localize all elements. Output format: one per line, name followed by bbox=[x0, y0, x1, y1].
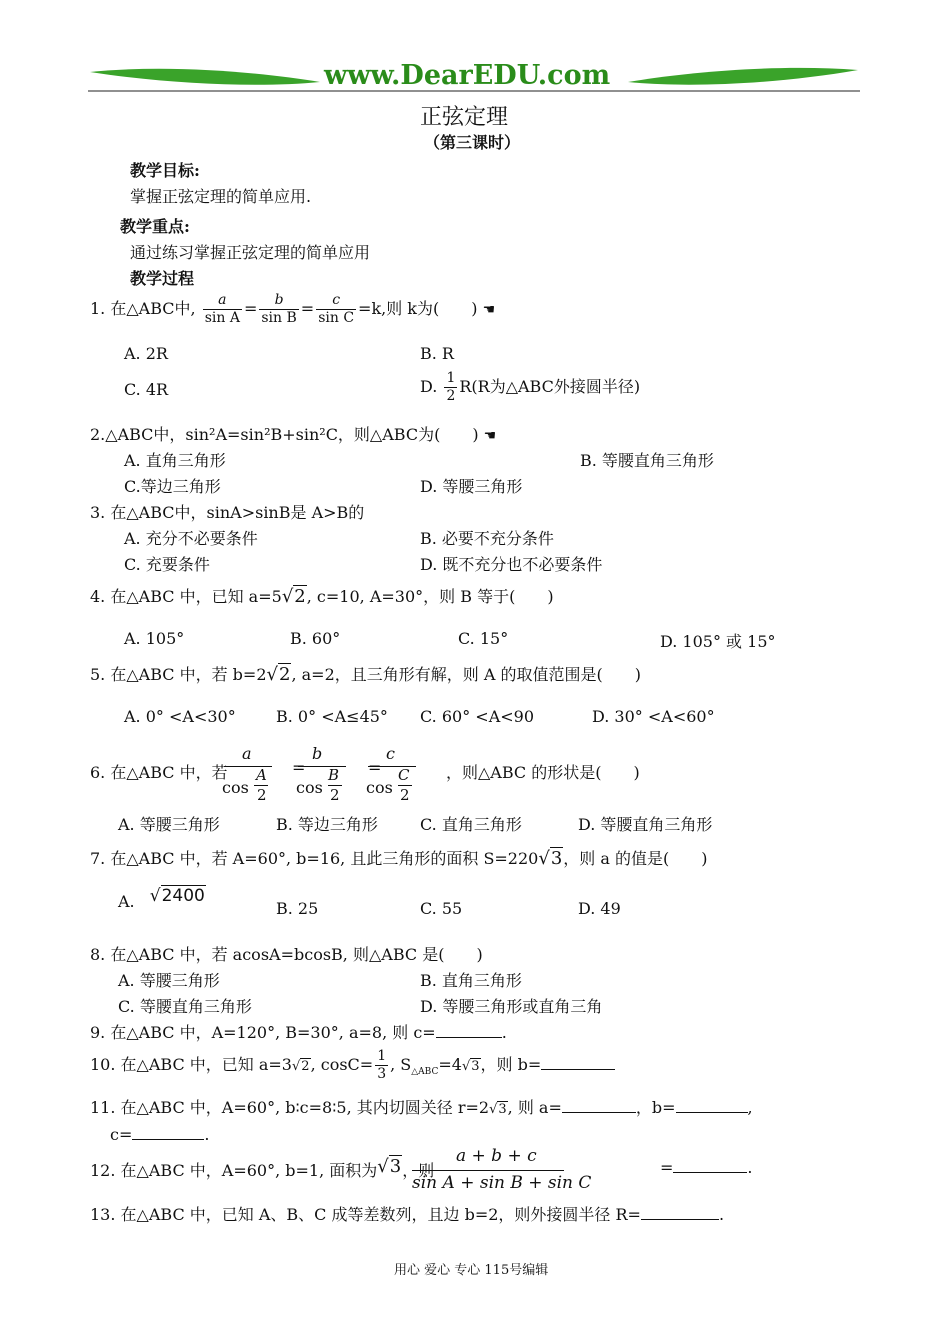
q7-option-d: D. 49 bbox=[578, 899, 621, 918]
q1-suffix: =k,则 k为( ) bbox=[358, 299, 478, 318]
q13-stem: 13. 在△ABC 中，已知 A、B、C 成等差数列，且边 b=2，则外接圆半径 R= bbox=[90, 1205, 641, 1224]
page-subtitle: （第三课时） bbox=[424, 133, 521, 152]
q6-suffix: ，则△ABC 的形状是( ) bbox=[446, 763, 640, 782]
sqrt-symbol: √3 bbox=[461, 1059, 480, 1074]
q7-suffix: ，则 a 的值是( ) bbox=[563, 849, 708, 868]
q6-frac-3-num: c bbox=[386, 744, 395, 763]
q10-area-sub: △ABC bbox=[411, 1067, 439, 1078]
q10-cos-text: , cosC= bbox=[310, 1055, 374, 1074]
q12-answer bbox=[660, 1158, 753, 1177]
q12-equals: = bbox=[660, 1158, 674, 1177]
q3-stem: 3. 在△ABC中，sinA>sinB是 A>B的 bbox=[90, 503, 365, 522]
page-footer: 用心 爱心 专心 115号编辑 bbox=[394, 1263, 549, 1278]
q4-option-a: A. 105° bbox=[124, 629, 185, 648]
keypoint-heading: 教学重点: bbox=[120, 217, 190, 236]
q7-option-b: B. 25 bbox=[276, 899, 319, 918]
q3-option-d: D. 既不充分也不必要条件 bbox=[420, 555, 603, 574]
q11-c-label: c= bbox=[110, 1125, 133, 1144]
question-2 bbox=[90, 422, 496, 445]
q11-comma: , bbox=[747, 1098, 753, 1117]
q5-option-b: B. 0° <A≤45° bbox=[276, 707, 388, 726]
q7-option-a-radicand: 2400 bbox=[161, 886, 205, 906]
q10-prefix: 10. 在△ABC 中，已知 a=3 bbox=[90, 1055, 292, 1074]
fraction-bar bbox=[412, 1170, 564, 1171]
q11-b-label: ，b= bbox=[635, 1098, 676, 1117]
q6-frac-3-cos: cos bbox=[366, 778, 393, 797]
answer-blank bbox=[641, 1205, 719, 1220]
q1-frac-c bbox=[316, 292, 356, 327]
q11-end: . bbox=[204, 1125, 210, 1144]
q6-frac-2-cos: cos bbox=[296, 778, 323, 797]
q9-end: . bbox=[501, 1023, 507, 1042]
q6-frac-3 bbox=[366, 744, 418, 806]
q1-frac-b bbox=[259, 292, 298, 327]
q12-radicand: 3 bbox=[389, 1156, 402, 1177]
header-logo-banner bbox=[88, 58, 860, 98]
q11-radicand: 3 bbox=[498, 1102, 507, 1117]
q12-frac-num: a + b + c bbox=[456, 1146, 537, 1166]
q1-frac-b-num: b bbox=[259, 292, 298, 310]
q4-option-d: D. 105° 或 15° bbox=[660, 632, 776, 651]
q1-frac-a-den: sin A bbox=[204, 310, 240, 326]
q4-suffix: , c=10, A=30°，则 B 等于( ) bbox=[306, 587, 554, 606]
q5-suffix: , a=2，且三角形有解，则 A 的取值范围是( ) bbox=[291, 665, 641, 684]
question-13 bbox=[90, 1202, 724, 1225]
q7-option-a bbox=[118, 886, 206, 912]
answer-blank bbox=[676, 1098, 748, 1113]
q11-a-label: , 则 a= bbox=[507, 1098, 562, 1117]
q12-fraction bbox=[410, 1146, 592, 1196]
q6-option-b: B. 等边三角形 bbox=[276, 815, 378, 834]
question-12 bbox=[90, 1158, 434, 1181]
q12-then: ，则 bbox=[402, 1161, 435, 1180]
q1-option-d-num: 1 bbox=[446, 370, 456, 386]
q12-frac-den: sin A + sin B + sin C bbox=[412, 1173, 592, 1193]
q6-frac-2-half-num: B bbox=[328, 766, 340, 784]
q6-frac-1 bbox=[222, 744, 274, 806]
q6-frac-1-cos: cos bbox=[222, 778, 249, 797]
q4-prefix: 4. 在△ABC 中，已知 a=5 bbox=[90, 587, 282, 606]
q1-frac-a bbox=[203, 292, 242, 327]
q2-stem: 2.△ABC中，sin²A=sin²B+sin²C，则△ABC为( ) bbox=[90, 425, 479, 444]
q8-option-a: A. 等腰三角形 bbox=[118, 971, 220, 990]
q10-area-eq: =4 bbox=[438, 1055, 462, 1074]
q10-radicand-1: 2 bbox=[301, 1059, 310, 1074]
q6-option-a: A. 等腰三角形 bbox=[118, 815, 220, 834]
q1-option-c: C. 4R bbox=[124, 380, 169, 399]
q7-prefix: 7. 在△ABC 中，若 A=60°, b=16, 且此三角形的面积 S=220 bbox=[90, 849, 539, 868]
question-1: 1. 在△ABC中, $\frac{a}{\text{sin A}}$ = $\frac{b}{\text{sin B}}$ = $\frac{c}{\text{sin C}}$ =k,则 k为( ) ☚ bbox=[90, 292, 496, 326]
q2-option-a: A. 直角三角形 bbox=[124, 451, 226, 470]
q7-radicand: 3 bbox=[550, 848, 563, 869]
question-4 bbox=[90, 584, 554, 607]
q1-option-d-frac bbox=[444, 370, 457, 405]
q1-prefix: 1. 在△ABC中, bbox=[90, 299, 196, 318]
q3-option-c: C. 充要条件 bbox=[124, 555, 210, 574]
q6-frac-2-num: b bbox=[312, 744, 323, 763]
q6-equals-1: = bbox=[292, 758, 306, 777]
q2-option-b: B. 等腰直角三角形 bbox=[580, 451, 714, 470]
q8-option-d: D. 等腰三角形或直角三角 bbox=[420, 997, 603, 1016]
q1-option-d-label: D. bbox=[420, 377, 438, 396]
q8-option-c: C. 等腰直角三角形 bbox=[118, 997, 252, 1016]
answer-blank bbox=[132, 1125, 204, 1140]
sqrt-symbol: √3 bbox=[538, 848, 563, 869]
q6-equals-2: = bbox=[368, 758, 382, 777]
sqrt-symbol: √3 bbox=[377, 1156, 402, 1177]
q6-frac-3-half-num: C bbox=[398, 766, 410, 784]
q6-frac-2 bbox=[296, 744, 348, 806]
answer-blank bbox=[541, 1055, 615, 1070]
q6-frac-3-half-den: 2 bbox=[400, 786, 410, 804]
q2-option-d: D. 等腰三角形 bbox=[420, 477, 523, 496]
q10-frac bbox=[375, 1048, 388, 1083]
sqrt-symbol: √2 bbox=[292, 1059, 310, 1074]
q10-area-text: , S bbox=[390, 1055, 412, 1074]
q2-option-c: C.等边三角形 bbox=[124, 477, 221, 496]
question-7 bbox=[90, 846, 708, 869]
q6-prefix: 6. 在△ABC 中，若 bbox=[90, 763, 228, 782]
q4-option-c: C. 15° bbox=[458, 629, 509, 648]
q5-option-d: D. 30° <A<60° bbox=[592, 707, 715, 726]
question-11 bbox=[90, 1095, 753, 1118]
page-title: 正弦定理 bbox=[420, 105, 509, 130]
q6-frac-2-half-den: 2 bbox=[330, 786, 340, 804]
q5-option-a: A. 0° <A<30° bbox=[124, 707, 236, 726]
q1-option-a: A. 2R bbox=[124, 344, 168, 363]
pointer-hand-icon: ☚ bbox=[482, 302, 496, 318]
q10-suffix: ，则 b= bbox=[480, 1055, 542, 1074]
q7-option-c: C. 55 bbox=[420, 899, 463, 918]
sqrt-symbol: √2400 bbox=[149, 886, 205, 906]
question-11-line-2 bbox=[110, 1125, 209, 1144]
objectives-text: 掌握正弦定理的简单应用. bbox=[130, 187, 312, 206]
pointer-hand-icon: ☚ bbox=[483, 428, 497, 444]
q5-option-c: C. 60° <A<90 bbox=[420, 707, 535, 726]
q1-option-d-den: 2 bbox=[446, 388, 456, 404]
q10-frac-num: 1 bbox=[377, 1048, 387, 1064]
sqrt-symbol: √2 bbox=[281, 586, 306, 607]
logo-text: www.DearEDU.com bbox=[324, 60, 611, 91]
q1-frac-c-den: sin C bbox=[318, 310, 355, 326]
keypoint-text: 通过练习掌握正弦定理的简单应用 bbox=[130, 243, 371, 262]
q6-frac-1-half-num: A bbox=[256, 766, 267, 784]
q12-prefix: 12. 在△ABC 中，A=60°, b=1, 面积为 bbox=[90, 1161, 378, 1180]
q5-prefix: 5. 在△ABC 中，若 b=2 bbox=[90, 665, 267, 684]
question-9 bbox=[90, 1020, 507, 1043]
sqrt-symbol: √3 bbox=[489, 1102, 507, 1117]
q6-frac-1-num: a bbox=[242, 744, 252, 763]
q6-frac-1-half-den: 2 bbox=[257, 786, 267, 804]
question-10 bbox=[90, 1048, 615, 1083]
q1-option-b: B. R bbox=[420, 344, 454, 363]
q10-radicand-2: 3 bbox=[471, 1059, 480, 1074]
q11-prefix: 11. 在△ABC 中，A=60°, b∶c=8∶5, 其内切圆关径 r=2 bbox=[90, 1098, 490, 1117]
q4-radicand: 2 bbox=[294, 586, 306, 607]
q9-stem: 9. 在△ABC 中，A=120°, B=30°, a=8, 则 c= bbox=[90, 1023, 436, 1042]
objectives-heading: 教学目标: bbox=[130, 161, 200, 180]
q8-stem: 8. 在△ABC 中，若 acosA=bcosB, 则△ABC 是( ) bbox=[90, 945, 483, 964]
q12-end: . bbox=[747, 1158, 753, 1177]
sqrt-symbol: √2 bbox=[266, 664, 291, 685]
q1-frac-a-num: a bbox=[203, 292, 242, 310]
answer-blank bbox=[562, 1098, 636, 1113]
q4-option-b: B. 60° bbox=[290, 629, 341, 648]
answer-blank bbox=[436, 1023, 502, 1038]
q1-frac-c-num: c bbox=[316, 292, 356, 310]
q3-option-b: B. 必要不充分条件 bbox=[420, 529, 554, 548]
q1-option-d bbox=[420, 370, 640, 405]
q6-option-c: C. 直角三角形 bbox=[420, 815, 522, 834]
q3-option-a: A. 充分不必要条件 bbox=[124, 529, 258, 548]
q7-option-a-label: A. bbox=[118, 892, 135, 911]
answer-blank bbox=[673, 1158, 747, 1173]
question-5 bbox=[90, 662, 641, 685]
q1-frac-b-den: sin B bbox=[261, 310, 297, 326]
q8-option-b: B. 直角三角形 bbox=[420, 971, 522, 990]
process-heading: 教学过程 bbox=[130, 269, 195, 288]
q1-option-d-text: R(R为△ABC外接圆半径) bbox=[459, 377, 641, 396]
q13-end: . bbox=[718, 1205, 725, 1224]
q6-option-d: D. 等腰直角三角形 bbox=[578, 815, 713, 834]
q10-frac-den: 3 bbox=[377, 1066, 387, 1082]
q5-radicand: 2 bbox=[279, 664, 291, 685]
